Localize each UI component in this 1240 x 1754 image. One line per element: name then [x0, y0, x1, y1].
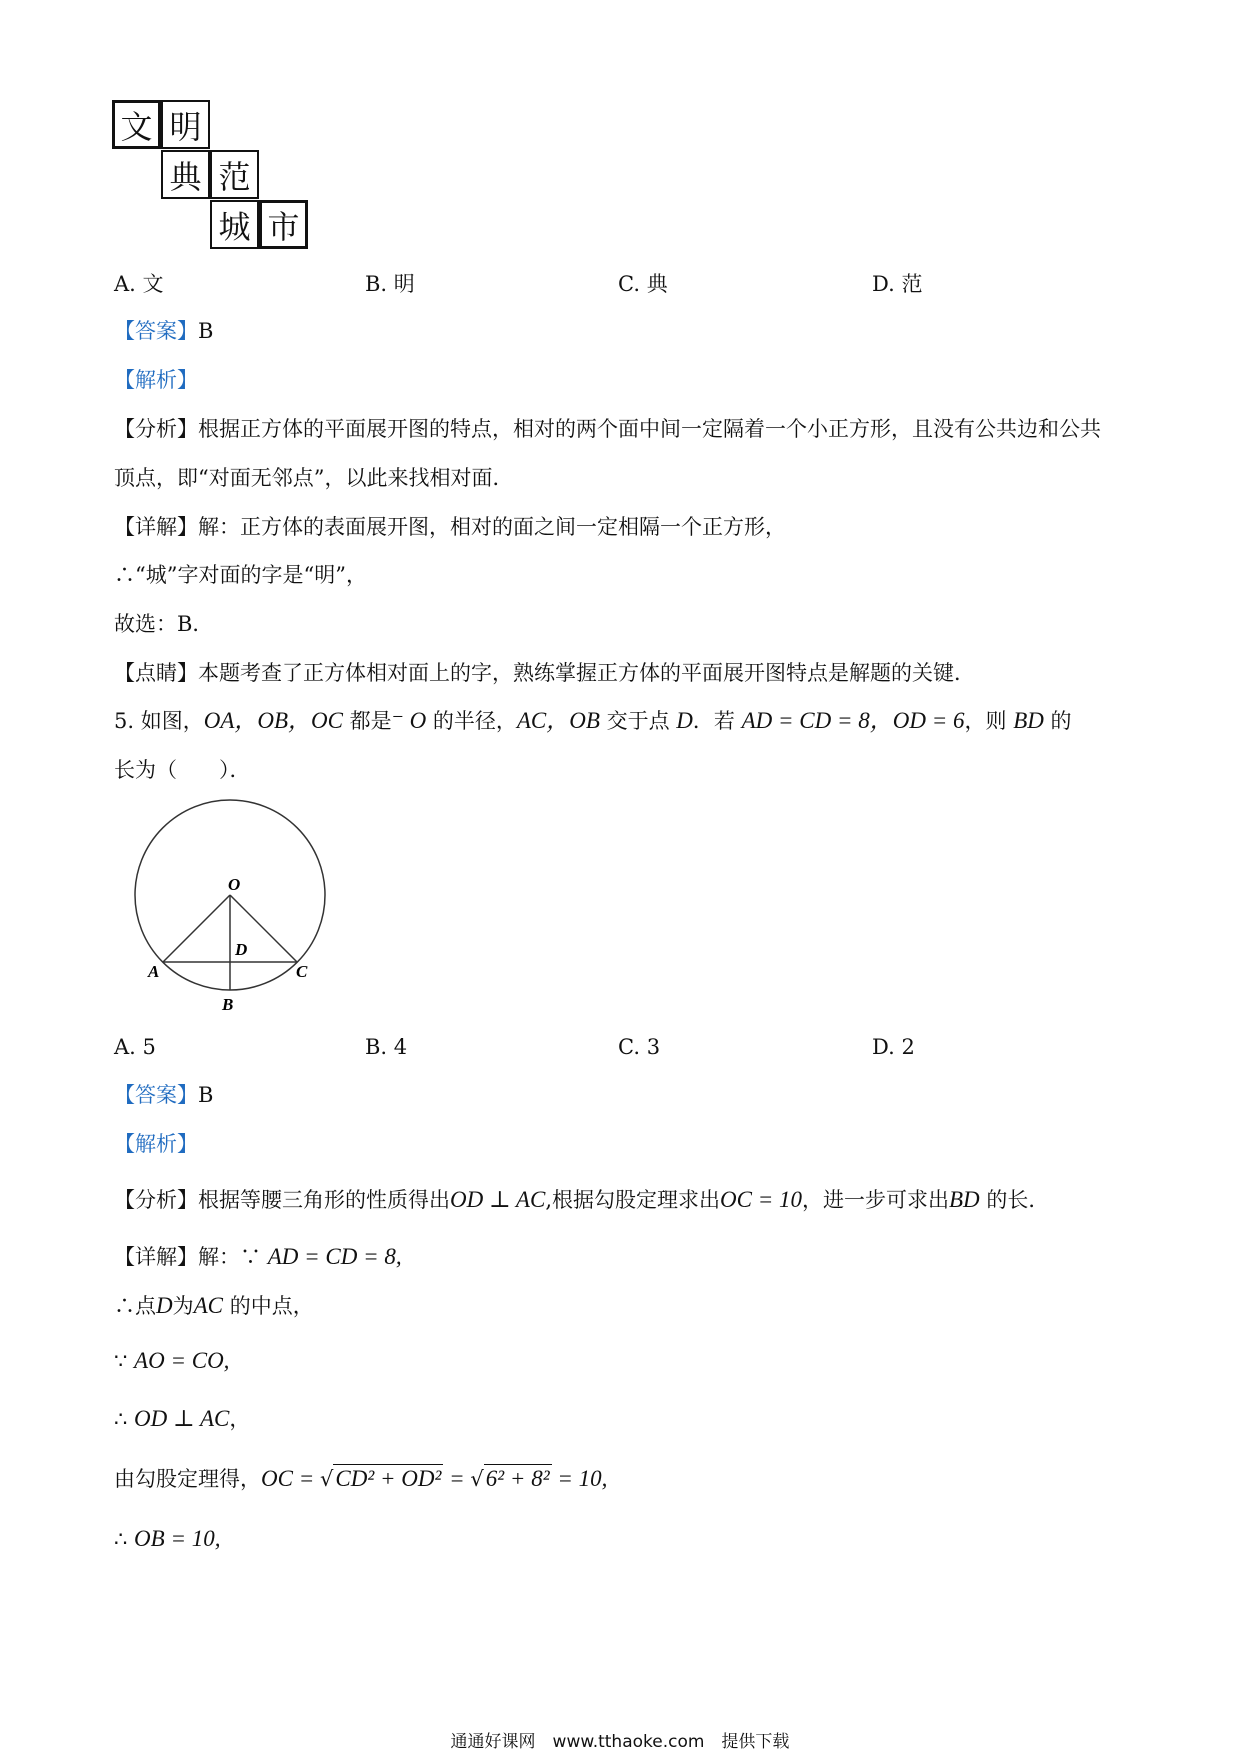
- q4-dianjing: 【点睛】本题考查了正方体相对面上的字，熟练掌握正方体的平面展开图特点是解题的关键．: [114, 661, 975, 685]
- q4-option-a: A. 文: [114, 272, 164, 296]
- q4-option-b: B. 明: [365, 272, 415, 296]
- q5-option-c: C. 3: [618, 1035, 661, 1059]
- q5-step: ∵ AO = CO,: [114, 1348, 230, 1373]
- q4-xiangjie: 【详解】解：正方体的表面展开图，相对的面之间一定相隔一个正方形，: [114, 515, 786, 539]
- q5-analysis-tag: 【解析】: [114, 1132, 198, 1156]
- net-cell: 市: [259, 200, 308, 249]
- label-a: A: [148, 962, 160, 981]
- q5-option-d: D. 2: [872, 1035, 915, 1059]
- q4-analysis-tag: 【解析】: [114, 368, 198, 392]
- q5-xiangjie: 【详解】解：∵ AD = CD = 8,: [114, 1244, 402, 1269]
- label-o: O: [228, 875, 241, 894]
- q5-option-b: B. 4: [365, 1035, 408, 1059]
- page-footer: 通通好课网 www.tthaoke.com 提供下载: [450, 1732, 790, 1752]
- net-cell: 城: [210, 200, 259, 249]
- net-cell: 范: [210, 150, 259, 199]
- q5-option-a: A. 5: [114, 1035, 156, 1059]
- segment-oa: [163, 895, 230, 962]
- label-d: D: [235, 940, 248, 959]
- net-cell: 典: [161, 150, 210, 199]
- net-cell: 文: [112, 100, 161, 149]
- q5-answer: 【答案】B: [114, 1083, 214, 1107]
- q4-option-d: D. 范: [872, 272, 923, 296]
- circle-figure: [120, 795, 350, 1025]
- q5-stem: 5. 如图，OA，OB，OC 都是⁻ O 的半径，AC，OB 交于点 D．若 AD = CD = 8，OD = 6，则 BD 的: [114, 708, 1072, 733]
- q5-step: ∴点D为AC 的中点，: [114, 1293, 314, 1318]
- q4-fenxi: 【分析】根据正方体的平面展开图的特点，相对的两个面中间一定隔着一个小正方形，且没有公共边和公共: [114, 417, 1101, 441]
- q5-step: ∴ OB = 10,: [114, 1526, 221, 1551]
- q5-step: ∴ OD ⊥ AC，: [114, 1406, 251, 1431]
- label-b: B: [222, 995, 234, 1014]
- q4-option-c: C. 典: [618, 272, 668, 296]
- q4-step: ∴“城”字对面的字是“明”，: [114, 563, 367, 587]
- q4-fenxi-cont: 顶点，即“对面无邻点”，以此来找相对面．: [114, 466, 514, 490]
- q4-step: 故选：B．: [114, 612, 214, 636]
- q5-stem-cont: 长为（ ）．: [114, 758, 251, 782]
- net-cell: 明: [161, 100, 210, 149]
- q4-answer: 【答案】B: [114, 319, 214, 343]
- label-c: C: [296, 962, 308, 981]
- q5-fenxi: 【分析】根据等腰三角形的性质得出OD ⊥ AC,根据勾股定理求出OC = 10，进一步可求出BD 的长．: [114, 1187, 1050, 1212]
- q5-step-pythagoras: 由勾股定理得，OC = √CD² + OD² = √6² + 8² = 10,: [114, 1466, 608, 1491]
